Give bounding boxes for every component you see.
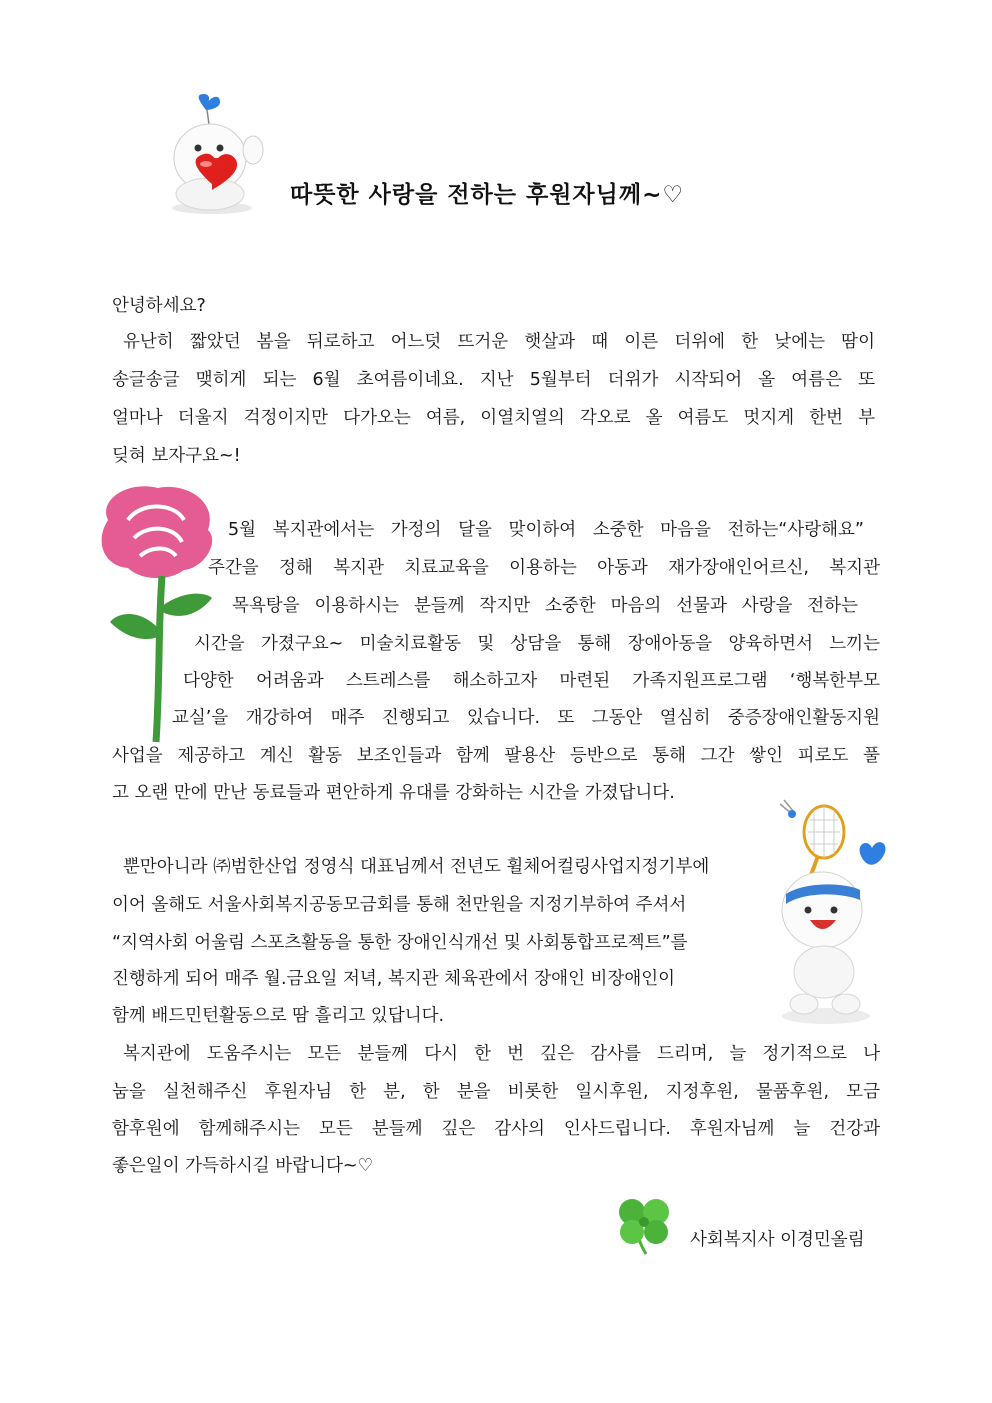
- paragraph4-line-3: 함후원에 함께해주시는 모든 분들께 깊은 감사의 인사드립니다. 후원자님께 늘 건강과: [112, 1119, 880, 1139]
- paragraph4-line-1: 복지관에 도움주시는 모든 분들께 다시 한 번 깊은 감사를 드리며, 늘 정기적으로 나: [123, 1044, 880, 1064]
- mascot-heart-illustration: [160, 88, 270, 216]
- paragraph1-line-1: 유난히 짧았던 봄을 뒤로하고 어느덧 뜨거운 햇살과 때 이른 더위에 한 낮에는 땀이: [123, 332, 875, 352]
- letter-title: 따뜻한 사랑을 전하는 후원자님께~♡: [290, 182, 684, 208]
- greeting: 안녕하세요?: [112, 296, 206, 316]
- paragraph1-line-4: 딪혀 보자구요~!: [112, 446, 241, 466]
- paragraph2-line-1: 5월 복지관에서는 가정의 달을 맞이하여 소중한 마음을 전하는“사랑해요”: [228, 520, 864, 540]
- paragraph2-line-4: 시간을 가졌구요~ 미술치료활동 및 상담을 통해 장애아동을 양육하면서 느끼는: [194, 634, 880, 654]
- paragraph3-line-3: “지역사회 어울림 스포츠활동을 통한 장애인식개선 및 사회통합프로젝트”를: [112, 933, 688, 953]
- paragraph1-line-2: 송글송글 맺히게 되는 6월 초여름이네요. 지난 5월부터 더위가 시작되어 올 여름은 또: [112, 370, 875, 390]
- paragraph2-line-6: 교실’을 개강하여 매주 진행되고 있습니다. 또 그동안 열심히 중증장애인활동지원: [172, 708, 880, 728]
- clover-icon: [610, 1192, 680, 1258]
- paragraph4-line-2: 눔을 실천해주신 후원자님 한 분, 한 분을 비롯한 일시후원, 지정후원, 물품후원, 모금: [112, 1082, 880, 1102]
- paragraph2-line-5: 다양한 어려움과 스트레스를 해소하고자 마련된 가족지원프로그램 ‘행복한부모: [183, 671, 880, 691]
- paragraph4-line-4: 좋은일이 가득하시길 바랍니다~♡: [112, 1156, 374, 1176]
- paragraph2-line-2: 주간을 정해 복지관 치료교육을 이용하는 아동과 재가장애인어르신, 복지관: [208, 558, 880, 578]
- paragraph2-line-3: 목욕탕을 이용하시는 분들께 작지만 소중한 마음의 선물과 사랑을 전하는: [232, 596, 858, 616]
- paragraph2-line-7: 사업을 제공하고 계신 활동 보조인들과 함께 팔용산 등반으로 통해 그간 쌓인 피로도 풀: [112, 746, 880, 766]
- signature: 사회복지사 이경민올림: [690, 1230, 865, 1250]
- paragraph2-line-8: 고 오랜 만에 만난 동료들과 편안하게 유대를 강화하는 시간을 가졌답니다.: [112, 783, 675, 803]
- paragraph1-line-3: 얼마나 더울지 걱정이지만 다가오는 여름, 이열치열의 각오로 올 여름도 멋지게 한번 부: [112, 408, 875, 428]
- paragraph3-line-4: 진행하게 되어 매주 월․금요일 저녁, 복지관 체육관에서 장애인 비장애인이: [112, 969, 676, 989]
- paragraph3-line-1: 뿐만아니라 ㈜범한산업 정영식 대표님께서 전년도 휠체어컬링사업지정기부에: [123, 857, 710, 877]
- mascot-badminton-illustration: [764, 798, 890, 1026]
- paragraph3-line-5: 함께 배드민턴활동으로 땀 흘리고 있답니다.: [112, 1006, 445, 1026]
- paragraph3-line-2: 이어 올해도 서울사회복지공동모금회를 통해 천만원을 지정기부하여 주셔서: [112, 895, 687, 915]
